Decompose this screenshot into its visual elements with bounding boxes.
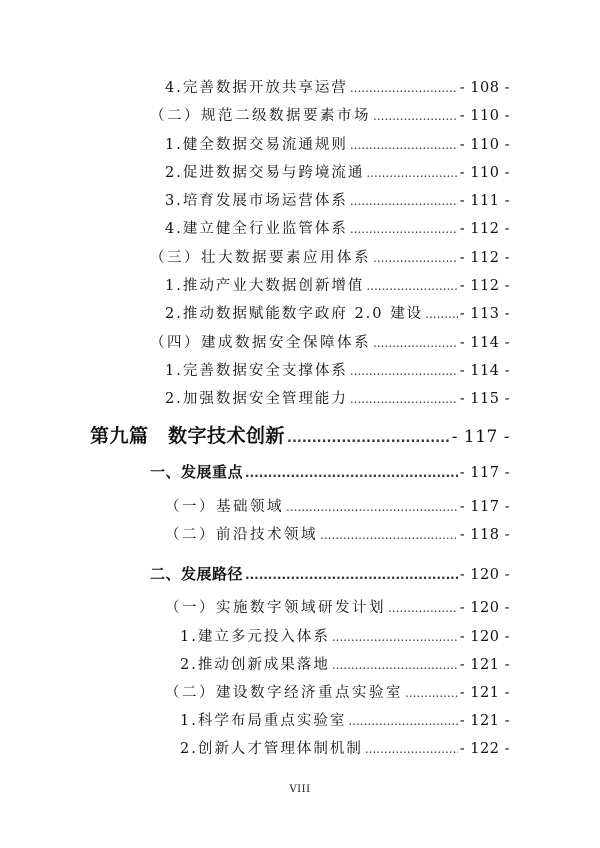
toc-entry xyxy=(150,248,510,268)
dot-leader xyxy=(425,304,458,324)
toc-entry xyxy=(165,219,510,239)
dot-leader xyxy=(350,219,458,239)
dot-leader xyxy=(350,78,458,98)
toc-entry xyxy=(150,333,510,353)
toc-entry-page: - 111 - xyxy=(459,193,510,209)
toc-part-entry xyxy=(150,564,510,585)
toc-entry xyxy=(165,135,510,155)
toc-entry xyxy=(165,304,510,324)
toc-entry xyxy=(165,191,510,211)
toc-entry-page: - 113 - xyxy=(459,306,510,322)
dot-leader xyxy=(350,191,458,211)
toc-entry-page: - 110 - xyxy=(459,137,510,153)
toc-entry xyxy=(180,655,510,675)
page-number: VIII xyxy=(289,784,311,795)
toc-entry-label: （四）建成数据安全保障体系 xyxy=(150,335,371,351)
dot-leader xyxy=(373,248,458,268)
toc-entry xyxy=(165,683,510,703)
dot-leader xyxy=(405,683,458,703)
toc-entry-label: 3.培育发展市场运营体系 xyxy=(165,193,348,209)
toc-entry-page: - 120 - xyxy=(459,567,510,583)
toc-entry-page: - 120 - xyxy=(459,600,510,616)
dot-leader xyxy=(332,655,458,675)
dot-leader xyxy=(373,106,458,126)
toc-entry-label: 2.推动创新成果落地 xyxy=(180,657,330,673)
dot-leader xyxy=(320,525,458,545)
toc-entry-label: 4.建立健全行业监管体系 xyxy=(165,221,348,237)
toc-entry-page: - 112 - xyxy=(459,278,510,294)
dot-leader xyxy=(332,627,458,647)
toc-chapter-label: 第九篇 数字技术创新 xyxy=(90,425,286,447)
toc-part-label: 一、发展重点 xyxy=(150,463,244,481)
toc-entry xyxy=(165,598,510,618)
toc-entry-label: 4.完善数据开放共享运营 xyxy=(165,80,348,96)
toc-entry-page: - 112 - xyxy=(459,221,510,237)
toc-entry-label: （二）建设数字经济重点实验室 xyxy=(165,685,403,701)
toc-entry-label: （三）壮大数据要素应用体系 xyxy=(150,250,371,266)
toc-entry-label: （一）实施数字领域研发计划 xyxy=(165,600,386,616)
toc-entry-label: 1.健全数据交易流通规则 xyxy=(165,137,348,153)
toc-entry-page: - 115 - xyxy=(459,391,510,407)
toc-entry xyxy=(165,276,510,296)
toc-entry xyxy=(180,739,510,759)
toc-chapter-entry xyxy=(90,424,510,451)
toc-entry-page: - 121 - xyxy=(459,657,510,673)
toc-entry-page: - 117 - xyxy=(459,465,510,481)
toc-entry-page: - 110 - xyxy=(459,165,510,181)
toc-entry xyxy=(165,361,510,381)
dot-leader xyxy=(366,163,457,183)
dot-leader xyxy=(348,711,457,731)
toc-entry-page: - 114 - xyxy=(459,363,510,379)
toc-part-label: 二、发展路径 xyxy=(150,565,244,583)
toc-entry-page: - 121 - xyxy=(459,685,510,701)
toc-entry-label: 2.推动数据赋能数字政府 2.0 建设 xyxy=(165,306,424,322)
toc-entry-page: - 118 - xyxy=(459,527,510,543)
dot-leader xyxy=(245,565,458,585)
toc-entry-label: 2.创新人才管理体制机制 xyxy=(180,741,363,757)
toc-entry xyxy=(165,389,510,409)
toc-entry-page: - 122 - xyxy=(459,741,510,757)
toc-entry xyxy=(180,627,510,647)
toc-entry-label: （二）前沿技术领域 xyxy=(165,527,318,543)
dot-leader xyxy=(245,463,458,483)
toc-entry xyxy=(165,163,510,183)
dot-leader xyxy=(286,497,458,517)
toc-entry-label: 1.完善数据安全支撑体系 xyxy=(165,363,348,379)
toc-part-entry xyxy=(150,462,510,483)
toc-entry-label: 1.推动产业大数据创新增值 xyxy=(165,278,365,294)
toc-entry-label: 1.建立多元投入体系 xyxy=(180,629,330,645)
toc-entry xyxy=(165,78,510,98)
dot-leader xyxy=(350,135,458,155)
toc-entry-label: （二）规范二级数据要素市场 xyxy=(150,108,371,124)
toc-entry xyxy=(165,525,510,545)
toc-entry-page: - 110 - xyxy=(459,108,510,124)
toc-entry-page: - 121 - xyxy=(459,713,510,729)
toc-entry-page: - 108 - xyxy=(459,80,510,96)
dot-leader xyxy=(350,361,458,381)
toc-entry-label: （一）基础领域 xyxy=(165,499,284,515)
toc-entry-label: 2.促进数据交易与跨境流通 xyxy=(165,165,365,181)
dot-leader xyxy=(373,333,458,353)
dot-leader xyxy=(350,389,458,409)
toc-entry-page: - 117 - xyxy=(459,499,510,515)
toc-entry-page: - 120 - xyxy=(459,629,510,645)
toc-entry-label: 1.科学布局重点实验室 xyxy=(180,713,347,729)
toc-entry-page: - 114 - xyxy=(459,335,510,351)
toc-entry xyxy=(150,106,510,126)
dot-leader xyxy=(366,276,457,296)
toc-entry xyxy=(165,497,510,517)
toc-entry xyxy=(180,711,510,731)
toc-entry-label: 2.加强数据安全管理能力 xyxy=(165,391,348,407)
dot-leader xyxy=(365,739,458,759)
dot-leader xyxy=(388,598,458,618)
toc-entry-page: - 117 - xyxy=(451,427,510,447)
dot-leader xyxy=(287,427,450,451)
toc-entry-page: - 112 - xyxy=(459,250,510,266)
